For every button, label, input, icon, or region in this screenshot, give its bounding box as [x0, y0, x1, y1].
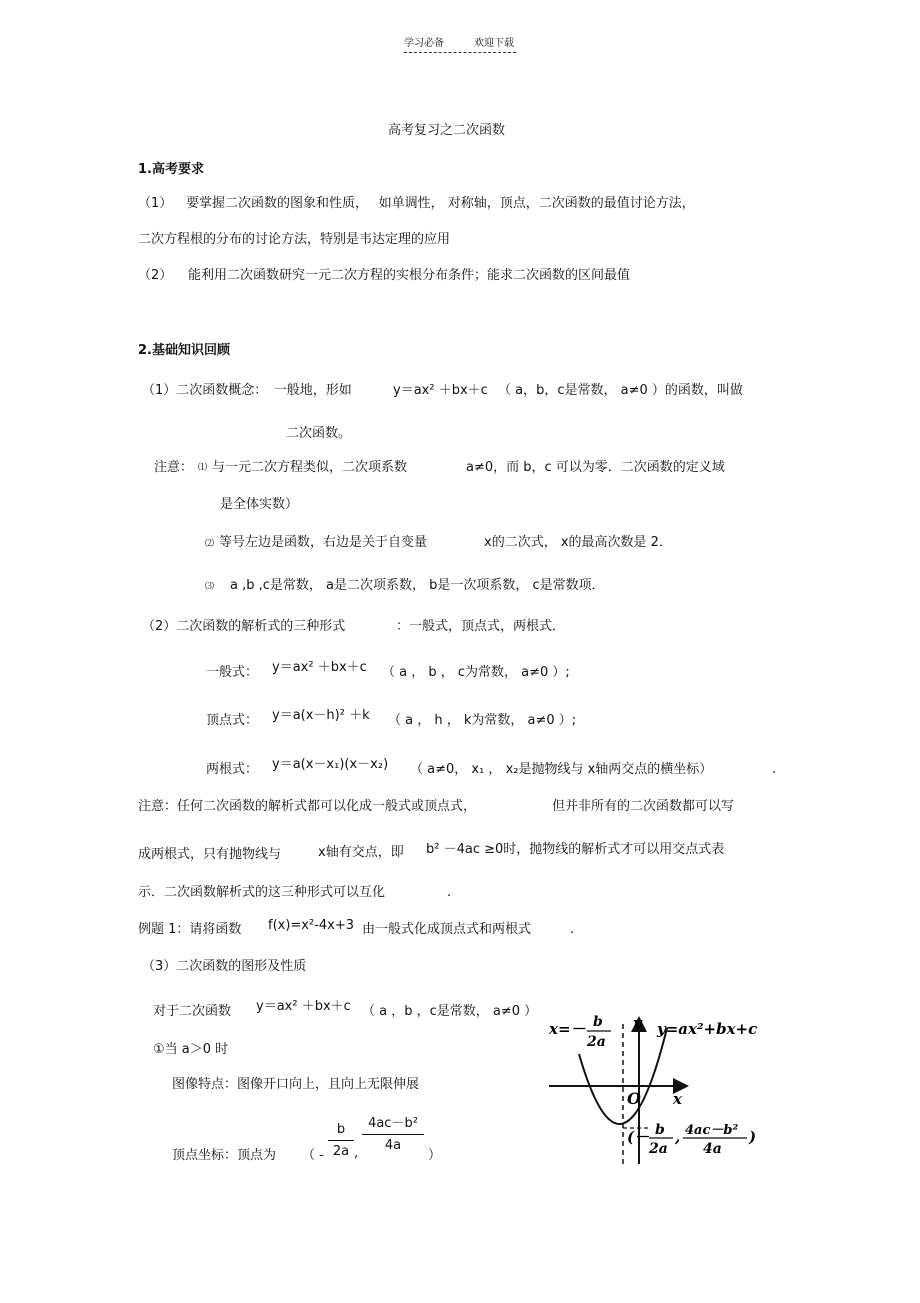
note3-text: a ,b ,c是常数， a是二次项系数， b是一次项系数， c是常数项．: [230, 578, 605, 593]
parabola-figure: [545, 1010, 785, 1170]
roots-form-condition: （ a≠0， x₁ ， x₂是抛物线与 x轴两交点的横坐标）: [410, 762, 713, 777]
for-formula: y＝ax² ＋bx＋c: [256, 999, 351, 1014]
concept-text-c: 二次函数。: [286, 426, 352, 441]
section2-heading: 2.基础知识回顾: [138, 343, 230, 358]
header-right: 欢迎下载: [474, 38, 514, 49]
page-title: 高考复习之二次函数: [388, 123, 506, 138]
roots-form-label: 两根式：: [206, 762, 259, 777]
roots-form-formula: y＝a(x－x₁)(x－x₂): [272, 757, 389, 772]
vertex-2a: 2a: [649, 1141, 668, 1157]
vertex-form-condition: （ a ， h ， k为常数， a≠0 ）;: [388, 713, 577, 728]
y-axis-label: y: [633, 1014, 642, 1032]
for-text-a: 对于二次函数: [153, 1004, 232, 1019]
section1-heading: 1.高考要求: [138, 162, 204, 177]
note2-text-a: 等号左边是函数，右边是关于自变量: [219, 535, 428, 550]
note-paragraph-e: b² －4ac ≥0时，抛物线的解析式才可以用交点式表: [426, 842, 725, 857]
vertex-b: b: [655, 1122, 665, 1138]
concept-text-a: （1）二次函数概念： 一般地，形如: [142, 383, 352, 398]
case-a-positive: ①当 a＞0 时: [153, 1042, 229, 1057]
concept-text-b: （ a，b，c是常数， a≠0 ）的函数，叫做: [498, 383, 743, 398]
origin-label: O: [627, 1089, 641, 1108]
note-paragraph-c: 成两根式，只有抛物线与: [138, 847, 282, 862]
vertex-x-numerator: b: [328, 1122, 354, 1141]
graph-heading: （3）二次函数的图形及性质: [142, 959, 307, 974]
roots-form-dot: .: [772, 762, 777, 777]
note-paragraph-dot: .: [447, 885, 452, 900]
vertex-x-denominator: 2a: [332, 1143, 350, 1159]
vertex-num: 4ac－b²: [685, 1123, 739, 1138]
for-condition: （ a ，b ，c是常数， a≠0 ）: [362, 1004, 538, 1019]
note1-text-a: 与一元二次方程类似，二次项系数: [212, 460, 408, 475]
note-label: 注意：: [154, 460, 194, 475]
example-text-a: 例题 1：请将函数: [138, 922, 242, 937]
vertex-close: ): [749, 1128, 757, 1146]
req1-line2: 二次方程根的分布的讨论方法，特别是韦达定理的应用: [138, 232, 451, 247]
example-text-b: 由一般式化成顶点式和两根式: [362, 922, 532, 937]
example-dot: .: [570, 922, 575, 937]
vertex-coord-close: ）: [428, 1148, 442, 1163]
req2-label: （2）: [138, 268, 173, 283]
general-form-condition: （ a ， b ， c为常数， a≠0 ）;: [382, 665, 570, 680]
note-paragraph-b: 但并非所有的二次函数都可以写: [552, 799, 735, 814]
note1-number: ⑴: [198, 463, 208, 473]
vertex-y-fraction: [362, 1116, 424, 1153]
note1-text-b: a≠0，而 b，c 可以为零．二次函数的定义域: [466, 460, 725, 475]
parabola-equation: y=ax²+bx+c: [657, 1020, 758, 1038]
note3-number: ⑶: [205, 582, 215, 592]
x-axis-label: x: [673, 1090, 682, 1108]
graph-feature: 图像特点：图像开口向上，且向上无限伸展: [172, 1077, 420, 1092]
vertex-form-label: 顶点式：: [206, 713, 259, 728]
vertex-coord-label: 顶点坐标：顶点为: [172, 1148, 277, 1163]
req2-text: 能利用二次函数研究一元二次方程的实根分布条件；能求二次函数的区间最值: [188, 268, 631, 283]
axis-label-x-eq: x=－: [549, 1020, 586, 1038]
note2-text-b: x的二次式， x的最高次数是 2．: [484, 535, 672, 550]
vertex-coord-open: （ -: [302, 1148, 324, 1163]
axis-frac-den: 2a: [587, 1034, 606, 1050]
general-form-formula: y＝ax² ＋bx＋c: [272, 660, 367, 675]
axis-frac-num: b: [593, 1014, 603, 1030]
concept-formula: y＝ax² ＋bx＋c: [393, 383, 488, 398]
note-paragraph-f: 示．二次函数解析式的这三种形式可以互化: [138, 885, 386, 900]
vertex-x-fraction: [328, 1122, 354, 1159]
header-left: 学习必备: [404, 38, 444, 49]
example-formula: f(x)=x²-4x+3: [268, 918, 355, 933]
header-divider: [404, 52, 516, 53]
forms-intro-a: （2）二次函数的解析式的三种形式: [142, 619, 346, 634]
vertex-open: (－: [627, 1128, 650, 1146]
note-paragraph-d: x轴有交点，即: [318, 845, 404, 860]
req1-line1: 要掌握二次函数的图象和性质， 如单调性， 对称轴，顶点，二次函数的最值讨论方法，: [186, 196, 695, 211]
req1-label: （1）: [138, 196, 173, 211]
general-form-label: 一般式：: [206, 665, 259, 680]
note-paragraph-a: 注意：任何二次函数的解析式都可以化成一般式或顶点式，: [138, 799, 477, 814]
vertex-y-numerator: 4ac－b²: [362, 1116, 424, 1135]
vertex-den: 4a: [703, 1141, 722, 1157]
forms-intro-b: ：一般式，顶点式，两根式．: [396, 619, 566, 634]
vertex-y-denominator: 4a: [384, 1137, 402, 1153]
note2-number: ⑵: [205, 539, 215, 549]
vertex-form-formula: y＝a(x－h)² ＋k: [272, 708, 370, 723]
vertex-coord-comma: ,: [354, 1146, 359, 1161]
vertex-comma: ,: [675, 1128, 681, 1146]
note1-text-c: 是全体实数）: [220, 497, 299, 512]
